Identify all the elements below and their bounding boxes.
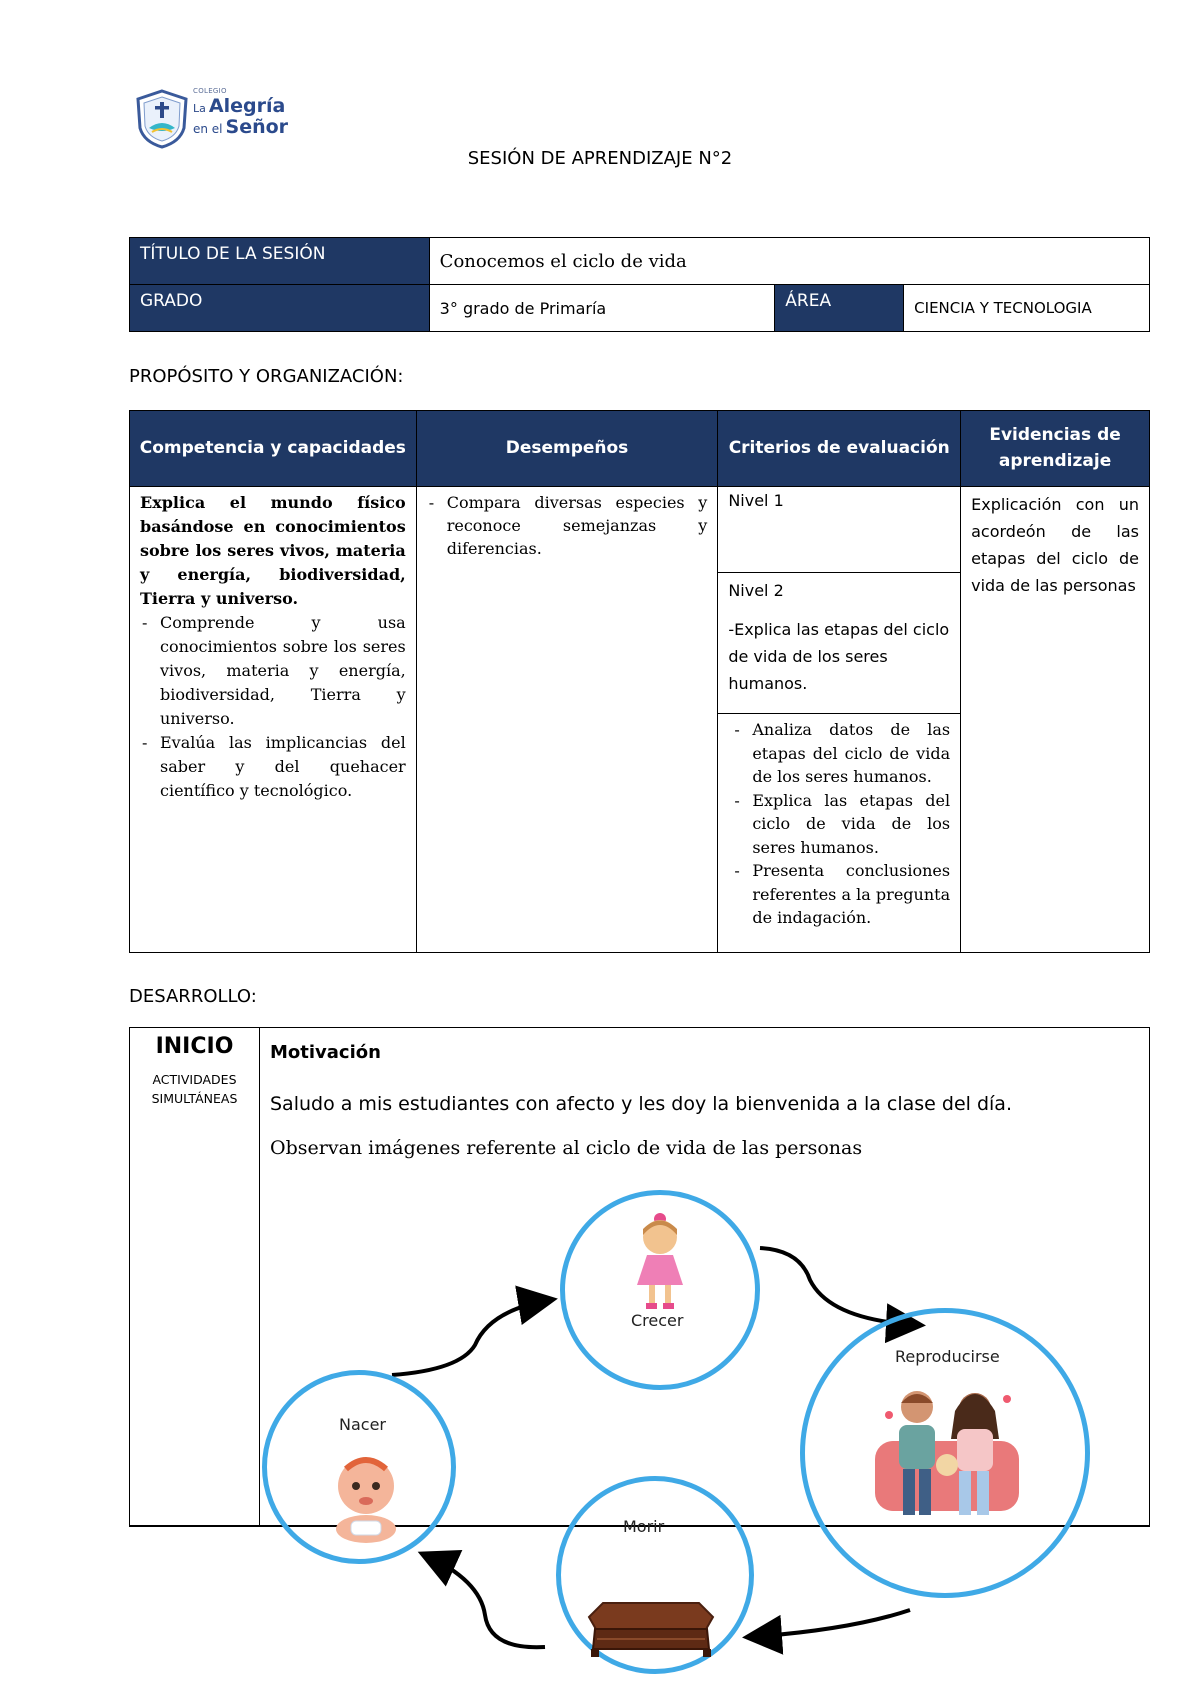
titulo-label: TÍTULO DE LA SESIÓN (130, 238, 430, 285)
motivacion-content (270, 1042, 1130, 1159)
coffin-icon (583, 1597, 719, 1661)
area-label: ÁREA (775, 285, 904, 332)
desempenos-cell (416, 487, 718, 953)
list-item: - Comprende y usa conocimientos sobre los seres vivos, materia y energía, biodiversidad, Tierra y universo. (140, 611, 406, 731)
logo-alegria: Alegría (208, 95, 286, 117)
logo-la: La (193, 102, 206, 115)
family-icon (867, 1381, 1027, 1531)
evidencias-cell: Explicación con un acordeón de las etapas del ciclo de vida de las personas (961, 487, 1150, 953)
col-desempenos: Desempeños (416, 411, 718, 487)
grado-value: 3° grado de Primaría (429, 285, 775, 332)
girl-icon (625, 1207, 695, 1317)
reproducirse-label: Reproducirse (895, 1347, 1000, 1366)
school-logo (134, 88, 294, 152)
greeting-paragraph: Saludo a mis estudiantes con afecto y les doy la bienvenida a la clase del día. (270, 1093, 1012, 1115)
list-item: - Compara diversas especies y reconoce semejanzas y diferencias. (427, 491, 708, 560)
arrow-reproducirse-to-morir (750, 1610, 910, 1637)
inicio-label: INICIO (155, 1034, 234, 1059)
shield-logo-icon (134, 88, 190, 150)
logo-senor: Señor (225, 116, 289, 138)
life-cycle-diagram (0, 1160, 1200, 1696)
list-item: - Analiza datos de las etapas del ciclo de vida de los seres humanos. (732, 718, 950, 789)
criterios-cell (718, 487, 961, 953)
capacidades-list (140, 611, 406, 803)
arrow-crecer-to-reproducirse (760, 1248, 918, 1325)
col-competencia: Competencia y capacidades (130, 411, 417, 487)
list-item: - Explica las etapas del ciclo de vida de los seres humanos. (732, 789, 950, 860)
criterios-list (718, 714, 960, 932)
crecer-label: Crecer (631, 1311, 684, 1330)
area-value: CIENCIA Y TECNOLOGIA (904, 285, 1150, 332)
arrow-nacer-to-crecer (392, 1300, 550, 1375)
actividades-label: ACTIVIDADES SIMULTÁNEAS (151, 1072, 238, 1106)
grado-label: GRADO (130, 285, 430, 332)
arrow-morir-to-nacer (425, 1555, 545, 1647)
nivel-2-text: -Explica las etapas del ciclo de vida de los seres humanos. (728, 620, 950, 693)
desempenos-list (427, 491, 708, 560)
morir-label: Morir (623, 1517, 665, 1536)
logo-small-text: COLEGIO (193, 87, 227, 95)
logo-en-el: en el (193, 122, 223, 136)
col-criterios: Criterios de evaluación (718, 411, 961, 487)
observe-paragraph: Observan imágenes referente al ciclo de vida de las personas (270, 1137, 863, 1159)
titulo-value: Conocemos el ciclo de vida (429, 238, 1149, 285)
nivel-1: Nivel 1 (718, 487, 960, 573)
session-header-table (129, 237, 1150, 332)
reproducirse-circle (800, 1308, 1090, 1598)
document-title: SESIÓN DE APRENDIZAJE N°2 (467, 148, 733, 169)
col-evidencias: Evidencias de aprendizaje (961, 411, 1150, 487)
proposito-table (129, 410, 1150, 953)
list-item: - Evalúa las implicancias del saber y del quehacer científico y tecnológico. (140, 731, 406, 803)
nivel-2: Nivel 2 (728, 581, 784, 600)
baby-icon (321, 1451, 411, 1546)
nacer-label: Nacer (339, 1415, 386, 1434)
proposito-heading: PROPÓSITO Y ORGANIZACIÓN: (129, 366, 404, 387)
morir-circle (556, 1476, 754, 1674)
nivel-2-box (718, 573, 960, 714)
motivacion-title: Motivación (270, 1042, 381, 1063)
competencia-text: Explica el mundo físico basándose en conocimientos sobre los seres vivos, materia y energía, biodiversidad, Tierra y universo. (140, 493, 406, 608)
nacer-circle (262, 1370, 456, 1564)
desarrollo-heading: DESARROLLO: (129, 986, 257, 1007)
list-item: - Presenta conclusiones referentes a la pregunta de indagación. (732, 859, 950, 930)
competencia-cell (130, 487, 417, 953)
crecer-circle (560, 1190, 760, 1390)
